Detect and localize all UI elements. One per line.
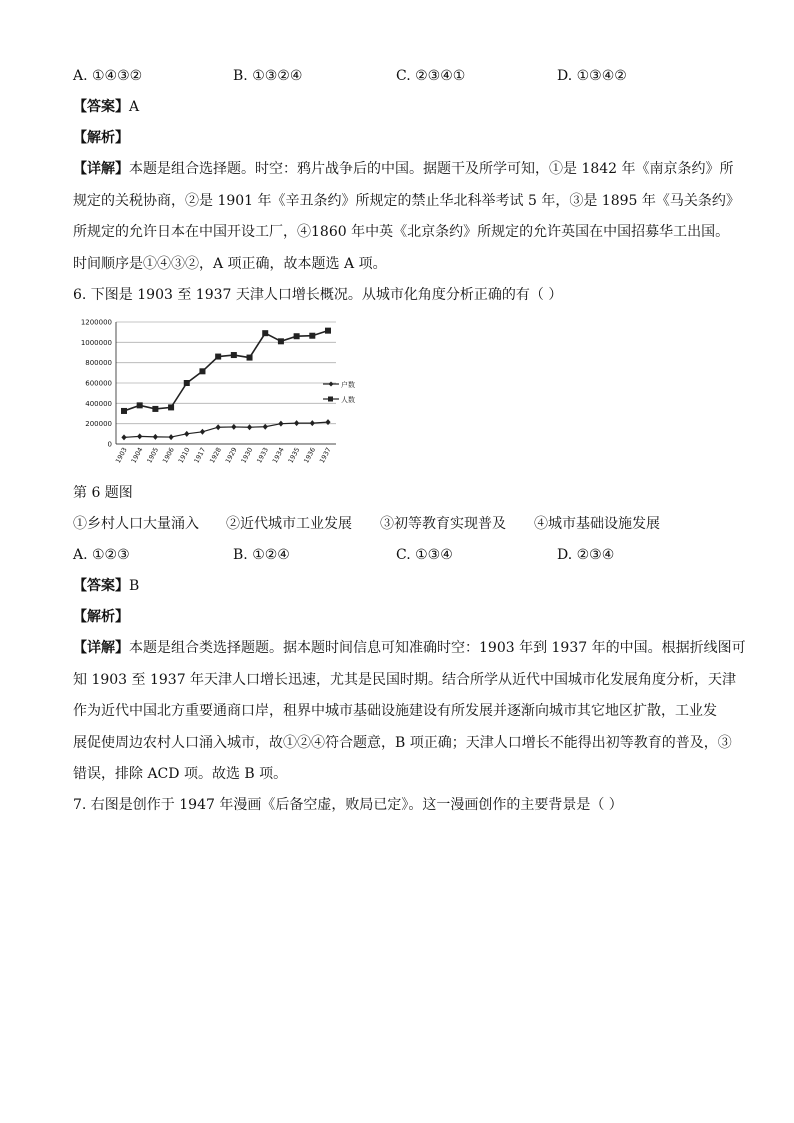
- chart-point-diamond: [216, 424, 221, 430]
- chart-legend-label: 人数: [341, 396, 355, 404]
- chart-point-diamond: [325, 419, 330, 425]
- chart-y-tick-label: 600000: [85, 379, 112, 388]
- chart-point-square: [152, 406, 158, 412]
- chart-point-square: [199, 368, 205, 374]
- q6-option-d: D. ②③④: [557, 547, 615, 563]
- q5-detail-tag: 【详解】: [73, 161, 129, 177]
- chart-point-diamond: [231, 424, 236, 430]
- q6-option-a: A. ①②③: [73, 547, 130, 563]
- chart-point-square: [325, 328, 331, 334]
- q5-answer-value: A: [129, 99, 140, 115]
- chart-legend-label: 户数: [341, 381, 355, 389]
- chart-point-square: [184, 380, 190, 386]
- chart-point-square: [215, 354, 221, 360]
- chart-y-tick-label: 200000: [85, 420, 112, 429]
- q6-analysis-tag: [73, 607, 129, 627]
- chart-x-tick-label: 1906: [161, 446, 176, 465]
- chart-gridlines: [116, 322, 336, 444]
- q6-answer-tag: 【答案】: [73, 578, 129, 594]
- chart-x-tick-label: 1917: [192, 446, 208, 465]
- chart-x-tick-label: 1935: [286, 446, 302, 465]
- q6-statement-3: ③初等教育实现普及: [380, 516, 506, 532]
- q6-figure-caption: 第 6 题图: [73, 485, 133, 501]
- chart-x-tick-label: 1934: [270, 446, 286, 465]
- q6-detail-line: [73, 633, 746, 665]
- chart-point-square: [231, 352, 237, 358]
- chart-x-tick-label: 1928: [208, 446, 223, 465]
- q5-option-c: C. ②③④①: [396, 68, 466, 84]
- q6-statement-1: ①乡村人口大量涌入: [73, 516, 199, 532]
- chart-point-diamond: [200, 429, 205, 435]
- chart-legend-marker: [329, 382, 334, 387]
- q5-answer: [73, 97, 139, 117]
- q5-analysis-label: 【解析】: [73, 130, 129, 146]
- q5-option-d: D. ①③④②: [557, 68, 627, 84]
- chart-point-diamond: [247, 424, 252, 430]
- q5-detail-line: 规定的关税协商，②是 1901 年《辛丑条约》所规定的禁止华北科举考试 5 年，③是 1895 年《马关条约》: [73, 192, 740, 209]
- q5-option-b: B. ①③②④: [233, 68, 303, 84]
- q6-option-b: B. ①②④: [233, 547, 290, 563]
- chart-x-tick-label: 1933: [255, 446, 270, 465]
- q6-answer-value: B: [129, 578, 140, 594]
- chart-point-square: [121, 408, 127, 414]
- chart-point-square: [278, 338, 284, 344]
- chart-y-tick-label: 1200000: [80, 318, 112, 327]
- q6-detail-line: 作为近代中国北方重要通商口岸，租界中城市基础设施建设有所发展并逐渐向城市其它地区扩散，工业发: [73, 703, 717, 719]
- chart-point-square: [309, 333, 315, 339]
- chart-legend: [323, 380, 355, 404]
- q6-detail: [73, 633, 746, 791]
- q5-detail-line: 时间顺序是①④③②，A 项正确，故本题选 A 项。: [73, 255, 387, 272]
- chart-y-tick-label: 0: [107, 440, 112, 449]
- chart-x-tick-label: 1937: [317, 446, 333, 465]
- q6-detail-tag: 【详解】: [73, 640, 129, 656]
- chart-point-diamond: [294, 420, 299, 426]
- chart-x-tick-label: 1905: [145, 446, 161, 465]
- q6-analysis-label: 【解析】: [73, 609, 129, 625]
- chart-point-diamond: [310, 420, 315, 426]
- chart-point-square: [247, 355, 253, 361]
- chart-y-tick-label: 1000000: [80, 338, 112, 347]
- q6-stem: 6. 下图是 1903 至 1937 天津人口增长概况。从城市化角度分析正确的有（ ）: [73, 287, 563, 303]
- q6-detail-line: 展促使周边农村人口涌入城市，故①②④符合题意，B 项正确；天津人口增长不能得出初等教育的普及，③: [73, 734, 732, 751]
- chart-point-diamond: [278, 421, 283, 427]
- chart-x-tick-label: 1910: [176, 446, 192, 465]
- q5-answer-tag: 【答案】: [73, 99, 129, 115]
- chart-point-diamond: [121, 434, 126, 440]
- chart-point-diamond: [168, 434, 173, 440]
- q6-statement-4: ④城市基础设施发展: [534, 516, 660, 532]
- q6-population-line-chart: [68, 314, 355, 476]
- q5-analysis-tag: [73, 128, 129, 148]
- chart-point-diamond: [263, 424, 268, 430]
- chart-point-square: [137, 402, 143, 408]
- chart-y-tick-label: 400000: [85, 399, 112, 408]
- q6-detail-line: 知 1903 至 1937 年天津人口增长迅速，尤其是民国时期。结合所学从近代中国城市化发展角度分析，天津: [73, 671, 737, 688]
- q7-stem: 7. 右图是创作于 1947 年漫画《后备空虚，败局已定》。这一漫画创作的主要背景是（ ）: [73, 797, 623, 813]
- q5-detail-text: 本题是组合选择题。时空：鸦片战争后的中国。据题干及所学可知，①是 1842 年《南京条约》所: [129, 161, 734, 177]
- chart-x-tick-label: 1930: [239, 446, 255, 465]
- q6-option-c: C. ①③④: [396, 547, 453, 563]
- chart-x-tick-labels: [114, 446, 333, 464]
- q5-detail: [73, 154, 740, 280]
- chart-y-tick-label: 800000: [85, 359, 112, 368]
- chart-x-tick-label: 1903: [113, 446, 129, 465]
- chart-point-diamond: [137, 433, 142, 439]
- chart-point-diamond: [184, 431, 189, 437]
- chart-x-tick-label: 1904: [129, 446, 145, 465]
- chart-point-diamond: [153, 434, 158, 440]
- q6-statement-2: ②近代城市工业发展: [226, 516, 352, 532]
- q6-detail-text: 本题是组合类选择题题。据本题时间信息可知准确时空：1903 年到 1937 年的中国。根据折线图可: [129, 640, 746, 656]
- chart-point-square: [294, 333, 300, 339]
- chart-x-tick-label: 1929: [223, 446, 239, 465]
- chart-point-square: [168, 404, 174, 410]
- q5-detail-line: 所规定的允许日本在中国开设工厂，④1860 年中英《北京条约》所规定的允许英国在中国招募华工出国。: [73, 224, 730, 240]
- q6-detail-line: 错误，排除 ACD 项。故选 B 项。: [73, 766, 288, 782]
- chart-x-tick-label: 1936: [302, 446, 318, 465]
- q5-detail-line: [73, 154, 734, 186]
- chart-y-tick-labels: [81, 319, 112, 449]
- q6-answer: [73, 576, 139, 596]
- q5-option-a: A. ①④③②: [73, 68, 143, 84]
- chart-point-square: [262, 330, 268, 336]
- chart-legend-marker: [328, 397, 333, 402]
